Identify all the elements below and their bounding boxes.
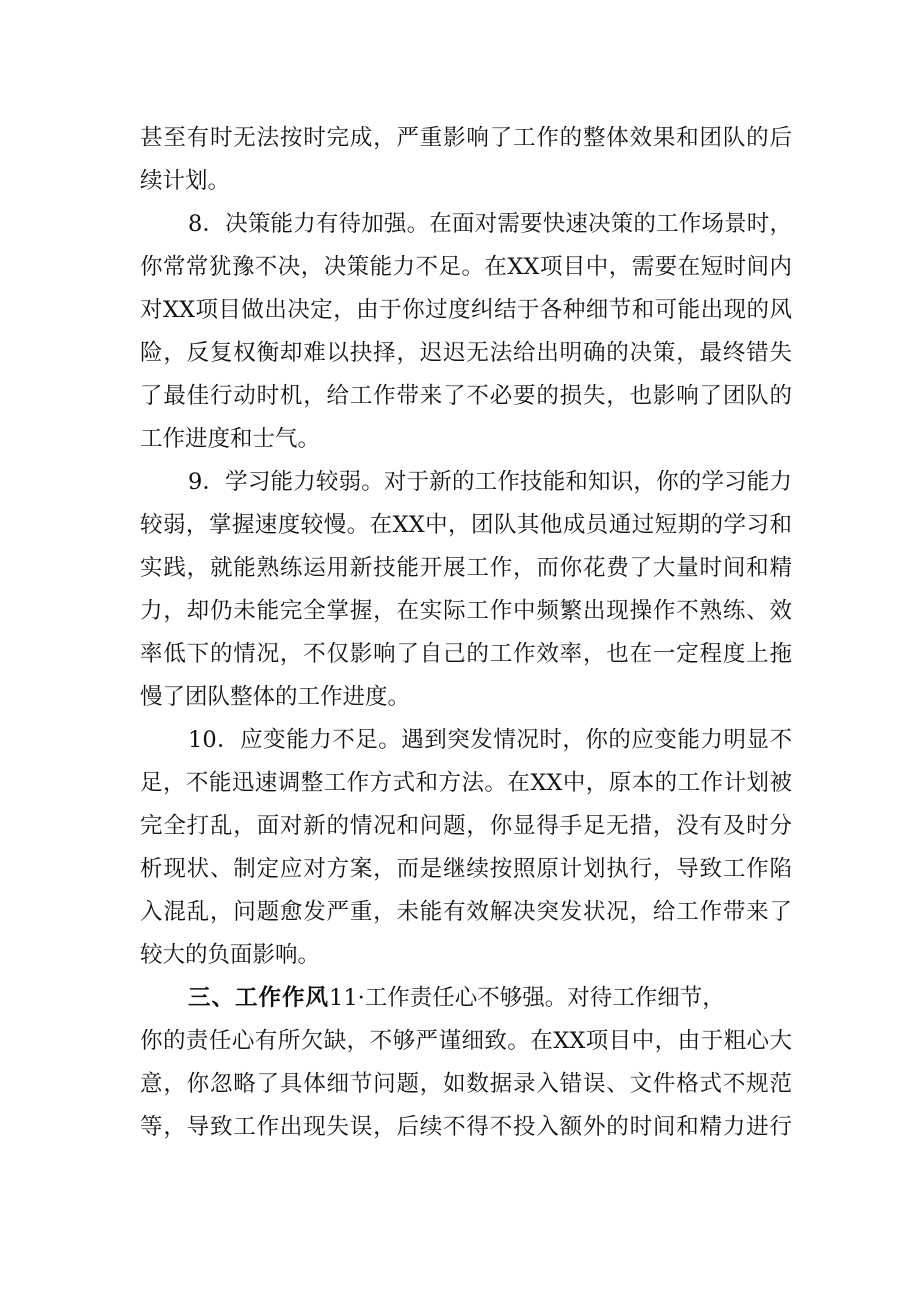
item-11-text: 11·工作责任心不够强。对待工作细节， bbox=[329, 985, 725, 1011]
text-line: 较大的负面影响。 bbox=[140, 942, 321, 968]
text-line: 实践，就能熟练运用新技能开展工作，而你花费了大量时间和精 bbox=[140, 555, 792, 581]
text-line: 完全打乱，面对新的情况和问题，你显得手足无措，没有及时分 bbox=[140, 813, 792, 839]
text-line: 险，反复权衡却难以抉择，迟迟无法给出明确的决策，最终错失 bbox=[140, 340, 792, 366]
text-line: 慢了团队整体的工作进度。 bbox=[140, 684, 411, 710]
text-line: 你的责任心有所欠缺，不够严谨细致。在XX项目中，由于粗心大 bbox=[140, 1028, 792, 1054]
text-line: 率低下的情况，不仅影响了自己的工作效率，也在一定程度上拖 bbox=[140, 641, 792, 667]
text-line: 意，你忽略了具体细节问题，如数据录入错误、文件格式不规范 bbox=[140, 1071, 792, 1097]
text-line: 了最佳行动时机，给工作带来了不必要的损失，也影响了团队的 bbox=[140, 383, 792, 409]
text-line: 对XX项目做出决定，由于你过度纠结于各种细节和可能出现的风 bbox=[140, 297, 792, 323]
text-line: 析现状、制定应对方案，而是继续按照原计划执行，导致工作陷 bbox=[140, 856, 792, 882]
text-line: 工作进度和士气。 bbox=[140, 426, 321, 452]
text-line: 入混乱，问题愈发严重，未能有效解决突发状况，给工作带来了 bbox=[140, 899, 792, 925]
text-line: 力，却仍未能完全掌握，在实际工作中频繁出现操作不熟练、效 bbox=[140, 598, 792, 624]
item-10-line: 10．应变能力不足。遇到突发情况时，你的应变能力明显不 bbox=[188, 727, 792, 753]
text-line: 较弱，掌握速度较慢。在XX中，团队其他成员通过短期的学习和 bbox=[140, 512, 792, 538]
text-line: 甚至有时无法按时完成，严重影响了工作的整体效果和团队的后 bbox=[140, 125, 792, 151]
text-line: 续计划。 bbox=[140, 168, 231, 194]
text-line: 你常常犹豫不决，决策能力不足。在XX项目中，需要在短时间内 bbox=[140, 254, 792, 280]
section-heading-line bbox=[188, 983, 792, 1013]
text-line: 足，不能迅速调整工作方式和方法。在XX中，原本的工作计划被 bbox=[140, 770, 792, 796]
text-line: 等，导致工作出现失误，后续不得不投入额外的时间和精力进行 bbox=[140, 1114, 792, 1140]
item-9-line: 9．学习能力较弱。对于新的工作技能和知识，你的学习能力 bbox=[188, 469, 792, 495]
item-8-line: 8．决策能力有待加强。在面对需要快速决策的工作场景时， bbox=[188, 211, 792, 237]
section-heading: 三、工作作风 bbox=[188, 985, 330, 1011]
